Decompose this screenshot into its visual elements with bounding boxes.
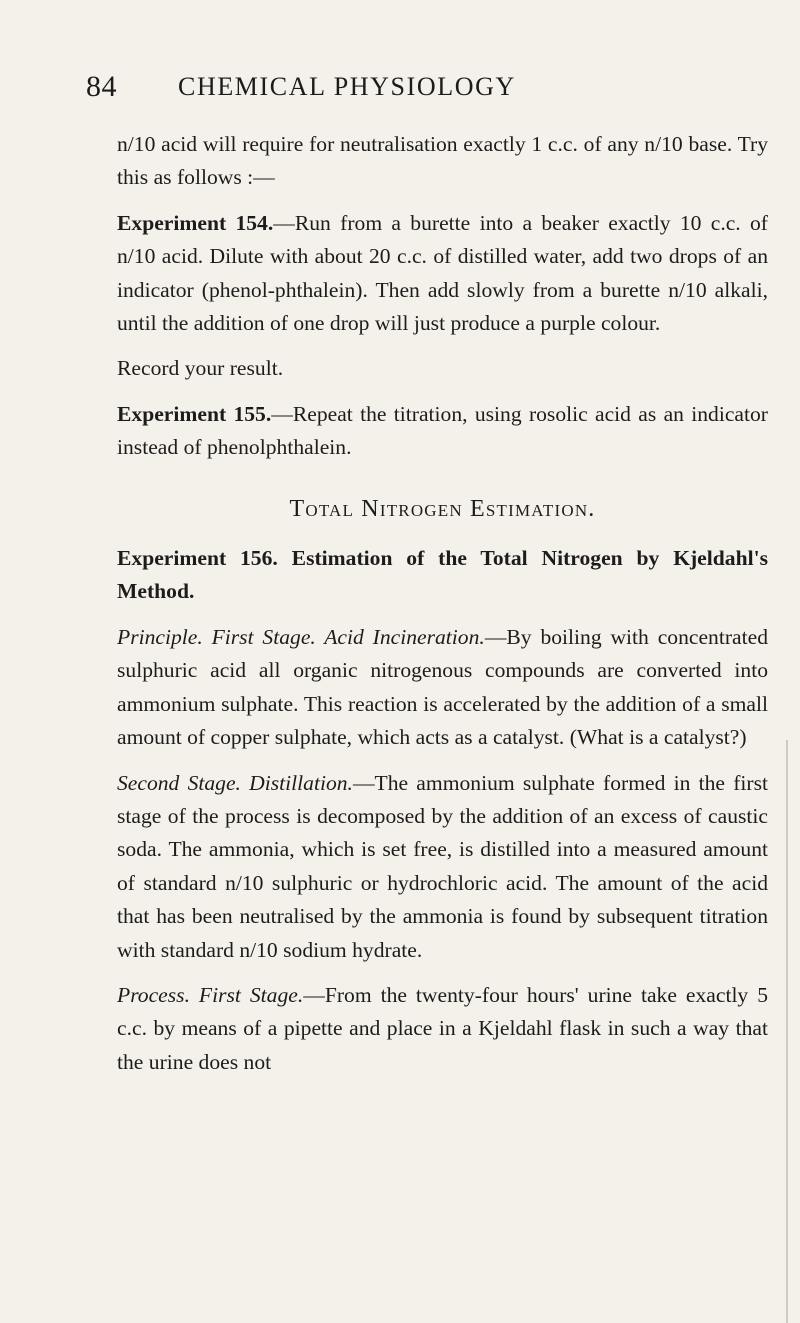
- page-body: [117, 128, 768, 1091]
- principle-first-stage-heading: Principle. First Stage. Acid Incineration.: [117, 624, 485, 649]
- page-header: [0, 70, 800, 110]
- paragraph-process-first-stage: [117, 979, 768, 1079]
- principle-first-stage-text: —By boiling with concentrated sulphuric acid all organic nitrogenous compounds are converted into ammonium sulphate. This reaction is accelerated by the addition of a small amount of copper sulphate, which acts as a catalyst. (What is a catalyst?): [117, 624, 768, 750]
- second-stage-text: —The ammonium sulphate formed in the first stage of the process is decomposed by the addition of an excess of caustic soda. The ammonia, which is set free, is distilled into a measured amount of standard n/10 sulphuric or hydrochloric acid. The amount of the acid that has been neutralised by the ammonia is found by subsequent titration with standard n/10 sodium hydrate.: [117, 770, 768, 962]
- paragraph-text: Record your result.: [117, 356, 284, 381]
- running-head: CHEMICAL PHYSIOLOGY: [178, 72, 516, 101]
- experiment-154-label: Experiment 154.: [117, 210, 274, 235]
- paragraph-principle-first-stage: [117, 621, 768, 755]
- paragraph-experiment-155: [117, 398, 768, 465]
- paragraph-second-stage: [117, 767, 768, 967]
- second-stage-heading: Second Stage. Distillation.: [117, 770, 353, 795]
- experiment-154-text: —Run from a burette into a beaker exactly 10 c.c. of n/10 acid. Dilute with about 20 c.c. of distilled water, add two drops of an indicator (phenol-phthalein). Then add slowly from a burette n/10 alkali, until the addition of one drop will just produce a purple colour.: [117, 210, 768, 336]
- page-edge-rule: [786, 740, 788, 1323]
- experiment-155-text: —Repeat the titration, using rosolic acid as an indicator instead of phenolphthalein.: [117, 401, 768, 460]
- paragraph-experiment-156: Experiment 156. Estimation of the Total Nitrogen by Kjeldahl's Method.: [117, 546, 768, 604]
- paragraph-text: n/10 acid will require for neutralisation exactly 1 c.c. of any n/10 base. Try this as follows :—: [117, 132, 768, 190]
- page-number: 84: [86, 70, 117, 103]
- experiment-155-label: Experiment 155.: [117, 401, 272, 426]
- process-first-stage-text: —From the twenty-four hours' urine take exactly 5 c.c. by means of a pipette and place in a Kjeldahl flask in such a way that the urine does not: [117, 982, 768, 1074]
- paragraph-record-result: [117, 352, 768, 385]
- paragraph-experiment-154: [117, 207, 768, 341]
- process-first-stage-heading: Process. First Stage.: [117, 982, 304, 1007]
- section-heading-total-nitrogen: Total Nitrogen Estimation.: [289, 495, 596, 522]
- paragraph-neutralisation: [117, 128, 768, 195]
